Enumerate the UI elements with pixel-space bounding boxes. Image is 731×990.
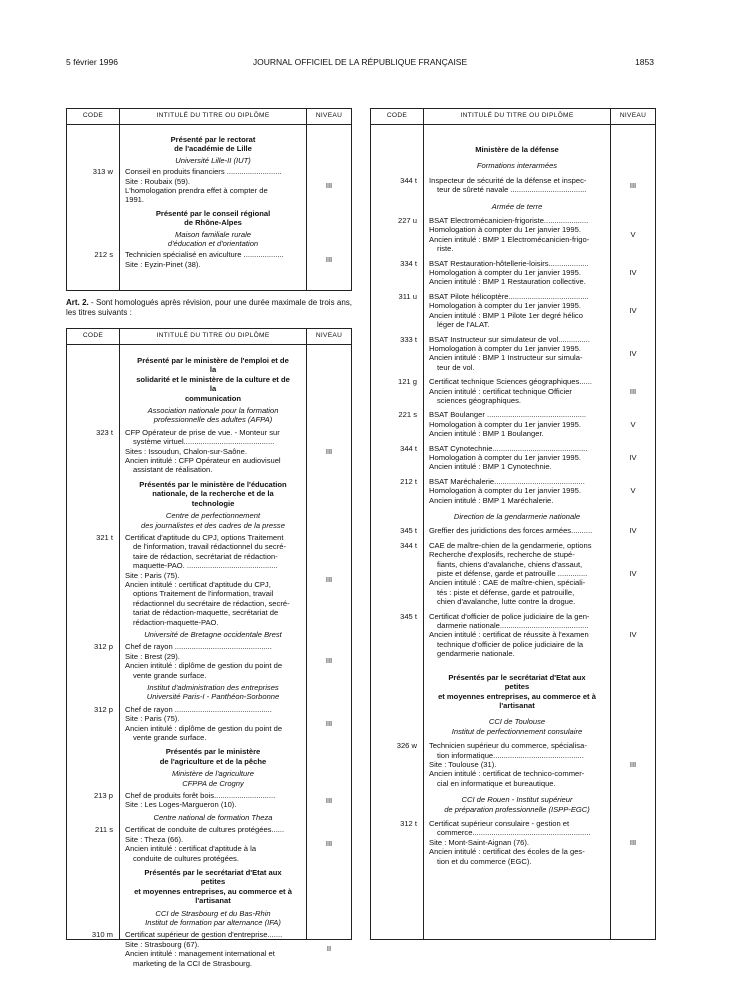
entry-level: IV [629, 452, 637, 462]
entry-level: III [629, 837, 637, 847]
entry-title: BSAT Restauration-hôtellerie-loisirs................... Homologation à compter du 1er janvier 1995. Ancien intitulé : BMP 1 Restauration collective. [429, 258, 589, 287]
entry-title: Certificat d'aptitude du CPJ, options Traitement de l'information, travail rédactionnel du secré- taire de rédaction, secrétariat de rédaction- maquette-PAO. ........................................... Site : Paris (75). Ancien intitulé : certificat d'aptitude du CPJ, options Traitement de l'information, travail rédactionnel du secrétaire de rédaction, secré- tariat de rédaction-maquette, secrétariat de rédaction-maquette-PAO. [125, 532, 290, 627]
entry-level: III [629, 180, 637, 190]
section-heading: Présenté par le rectorat de l'académie de Lille [170, 135, 256, 154]
entry-title: Greffier des juridictions des forces armées.......... [429, 526, 593, 536]
column-header-code: CODE [82, 332, 104, 340]
entry-code: 312 t [400, 818, 417, 828]
entry-code: 312 p [93, 642, 113, 652]
entry-level: V [630, 419, 636, 429]
table-row [371, 410, 655, 438]
entry-title: CAE de maître-chien de la gendarmerie, options Recherche d'explosifs, recherche de stupé- fiants, chiens d'avalanche, chiens d'assaut, piste et défense, garde et patrouille .............. Ancien intitulé : CAE de maître-chien, spéciali- tés : piste et défense, garde et patrouille, chien d'avalanche, lutte contre la drogue. [429, 540, 592, 607]
table-row [371, 377, 655, 405]
entry-title: Certificat supérieur consulaire - gestion et commerce........................................................ Site : Mont-Saint-Aignan (76). Ancien intitulé : certificat des écoles de la ges- tion et du commerce (EGC). [429, 818, 591, 866]
article-2-body: - Sont homologués après révision, pour une durée maximale de trois ans, les titres suivants : [66, 298, 352, 317]
entry-title: Inspecteur de sécurité de la défense et inspec- teur de sûreté navale .................................... [429, 175, 587, 195]
entry-code: 310 m [91, 930, 113, 940]
entry-level: III [325, 181, 333, 191]
table-revision [66, 328, 352, 968]
subsection-heading: CCI de Rouen - Institut supérieur de préparation professionnelle (ISPP-EGC) [444, 795, 590, 814]
entry-code: 321 t [96, 532, 113, 542]
entry-code: 313 w [92, 167, 113, 177]
entry-code: 344 t [400, 175, 417, 185]
entry-level: III [325, 446, 333, 456]
table-row [371, 741, 655, 788]
column-header-title: INTITULÉ DU TITRE OU DIPLÔME [460, 112, 574, 120]
entry-level: IV [629, 569, 637, 579]
entry-level: IV [629, 305, 637, 315]
entry-code: 323 t [96, 427, 113, 437]
table-row [371, 216, 655, 254]
entry-code: 221 s [398, 410, 417, 420]
entry-level: III [325, 255, 333, 265]
entry-title: BSAT Electromécanicien-frigoriste..................... Homologation à compter du 1er janvier 1995. Ancien intitulé : BMP 1 Electromécanicien-frigo- riste. [429, 216, 590, 254]
table-defense [370, 108, 656, 940]
subsection-heading: Ministère de l'agriculture CFPPA de Crogny [171, 769, 255, 788]
entry-code: 345 t [400, 611, 417, 621]
entry-title: Technicien spécialisé en aviculture ................... Site : Eyzin-Pinet (38). [125, 250, 284, 269]
table-row [67, 250, 351, 269]
section-heading: Présenté par le ministère de l'emploi et de la solidarité et le ministère de la culture et de la communication [136, 356, 290, 403]
table-header [371, 109, 655, 125]
table-row [67, 791, 351, 810]
entry-title: CFP Opérateur de prise de vue. - Monteur sur système virtuel........................................... Sites : Issoudun, Chalon-sur-Saône. Ancien intitulé : CFP Opérateur en audiovisuel assistant de réalisation. [125, 427, 281, 475]
section-heading: Présentés par le ministère de l'agriculture et de la pêche [159, 747, 267, 766]
entry-code: 312 p [93, 704, 113, 714]
entry-level: III [325, 718, 333, 728]
subsection-heading: Institut d'administration des entreprises Université Paris-I - Panthéon-Sorbonne [146, 683, 280, 702]
entry-level: III [325, 839, 333, 849]
subsection-heading: Université Lille-II (IUT) [175, 155, 251, 165]
table-row [371, 259, 655, 287]
entry-level: IV [629, 630, 637, 640]
subsection-heading: Armée de terre [491, 201, 543, 211]
entry-code: 333 t [400, 334, 417, 344]
table-row [371, 612, 655, 659]
entry-level: III [325, 656, 333, 666]
entry-code: 311 u [398, 291, 417, 301]
entry-code: 212 s [94, 250, 113, 260]
subsection-heading: Centre national de formation Theza [153, 812, 273, 822]
entry-title: BSAT Cynotechnie............................................. Homologation à compter du 1er janvier 1995. Ancien intitulé : BMP 1 Cynotechnie. [429, 443, 588, 472]
entry-title: Technicien supérieur du commerce, spécialisa- tion informatique........................................... Site : Toulouse (31). Ancien intitulé : certificat de technico-commer- cial en informatique et bureautique. [429, 741, 587, 788]
entry-code: 212 t [400, 476, 417, 486]
column-header-level: NIVEAU [315, 112, 343, 120]
table-row [67, 930, 351, 968]
table-row [67, 825, 351, 863]
entry-level: V [630, 486, 636, 496]
entry-level: III [629, 386, 637, 396]
entry-title: Conseil en produits financiers .......................... Site : Roubaix (59). L'homologation prendra effet à compter de 1991. [125, 167, 282, 205]
entry-title: Chef de rayon .............................................. Site : Paris (75). Ancien intitulé : diplôme de gestion du point de vente grande surface. [125, 704, 283, 743]
entry-level: II [326, 944, 332, 954]
table-row [371, 819, 655, 866]
page-header [66, 57, 654, 69]
table-row [67, 428, 351, 475]
table-row [371, 176, 655, 195]
table-row [371, 477, 655, 505]
table-row [371, 335, 655, 373]
column-header-level: NIVEAU [619, 112, 647, 120]
article-2-text: Art. 2. - Sont homologués après révision, pour une durée maximale de trois ans, les titres suivants : [66, 298, 352, 317]
column-header-title: INTITULÉ DU TITRE OU DIPLÔME [156, 112, 270, 120]
entry-code: 227 u [397, 216, 417, 226]
table-row [371, 292, 655, 330]
table-rectorat [66, 108, 352, 291]
table-row [371, 444, 655, 472]
column-header-code: CODE [386, 112, 408, 120]
entry-title: Certificat de conduite de cultures protégées...... Site : Theza (66). Ancien intitulé : certificat d'aptitude à la conduite de cultures protégées. [125, 825, 285, 863]
entry-title: Certificat d'officier de police judiciaire de la gen- darmerie nationale.......................................... Ancien intitulé : certificat de réussite à l'examen technique d'officier de police judiciaire de la gendarmerie nationale. [429, 611, 590, 659]
subsection-heading: Association nationale pour la formation professionnelle des adultes (AFPA) [147, 406, 279, 425]
entry-level: III [325, 795, 333, 805]
section-heading: Présentés par le secrétariat d'Etat aux petites et moyennes entreprises, au commerce et à l'artisanat [438, 672, 596, 710]
header-page-number: 1853 [635, 57, 654, 67]
table-row [371, 526, 655, 535]
entry-title: BSAT Boulanger ............................................... Homologation à compter du 1er janvier 1995. Ancien intitulé : BMP 1 Boulanger. [429, 410, 587, 439]
subsection-heading: CCI de Strasbourg et du Bas-Rhin Institut de formation par alternance (IFA) [145, 908, 281, 927]
subsection-heading: CCI de Toulouse Institut de perfectionnement consulaire [451, 717, 583, 736]
entry-code: 326 w [396, 741, 417, 751]
column-header-title: INTITULÉ DU TITRE OU DIPLÔME [156, 332, 270, 340]
entry-code: 213 p [93, 791, 113, 801]
entry-level: IV [629, 268, 637, 278]
subsection-heading: Centre de perfectionnement des journalistes et des cadres de la presse [141, 511, 285, 530]
entry-code: 334 t [400, 258, 417, 268]
entry-level: III [325, 575, 333, 585]
table-row [67, 167, 351, 205]
entry-level: III [629, 759, 637, 769]
entry-title: BSAT Pilote hélicoptère...................................... Homologation à compter du 1er janvier 1995. Ancien intitulé : BMP 1 Pilote 1er degré hélico léger de l'ALAT. [429, 291, 589, 330]
entry-code: 211 s [94, 825, 113, 835]
header-journal-title: JOURNAL OFFICIEL DE LA RÉPUBLIQUE FRANÇAISE [252, 57, 468, 67]
header-date: 5 février 1996 [66, 57, 118, 67]
subsection-heading: Direction de la gendarmerie nationale [453, 512, 581, 521]
entry-code: 345 t [400, 526, 417, 536]
table-row [371, 541, 655, 607]
entry-code: 344 t [400, 540, 417, 550]
section-heading: Ministère de la défense [475, 145, 559, 154]
entry-level: IV [629, 526, 637, 536]
entry-level: IV [629, 348, 637, 358]
column-header-code: CODE [82, 112, 104, 120]
table-row [67, 705, 351, 743]
entry-title: BSAT Instructeur sur simulateur de vol............... Homologation à compter du 1er janvier 1995. Ancien intitulé : BMP 1 Instructeur sur simula- teur de vol. [429, 334, 590, 372]
entry-code: 344 t [400, 443, 417, 453]
entry-title: Chef de rayon .............................................. Site : Brest (29). Ancien intitulé : diplôme de gestion du point de vente grande surface. [125, 642, 283, 680]
table-header [67, 329, 351, 345]
subsection-heading: Formations interarmées [476, 161, 558, 171]
entry-title: BSAT Maréchalerie........................................... Homologation à compter du 1er janvier 1995. Ancien intitulé : BMP 1 Maréchalerie. [429, 476, 585, 505]
subsection-heading: Université de Bretagne occidentale Brest [144, 629, 282, 639]
entry-title: Chef de produits forêt bois............................. Site : Les Loges-Margueron (10). [125, 791, 276, 810]
subsection-heading: Maison familiale rurale d'éducation et d'orientation [167, 229, 259, 249]
entry-level: V [630, 230, 636, 240]
section-heading: Présentés par le secrétariat d'Etat aux petites et moyennes entreprises, au commerce et à l'artisanat [134, 867, 292, 906]
section-heading: Présenté par le conseil régional de Rhône-Alpes [155, 208, 271, 228]
table-header [67, 109, 351, 125]
column-header-level: NIVEAU [315, 332, 343, 340]
entry-title: Certificat supérieur de gestion d'entreprise....... Site : Strasbourg (67). Ancien intitulé : management international et marketing de la CCI de Strasbourg. [125, 930, 283, 968]
section-heading: Présentés par le ministère de l'éducation nationale, de la recherche et de la technologie [139, 479, 287, 508]
table-row [67, 642, 351, 680]
table-row [67, 533, 351, 627]
entry-title: Certificat technique Sciences géographiques...... Ancien intitulé : certificat technique Officier sciences géographiques. [429, 377, 592, 405]
entry-code: 121 g [397, 377, 417, 387]
